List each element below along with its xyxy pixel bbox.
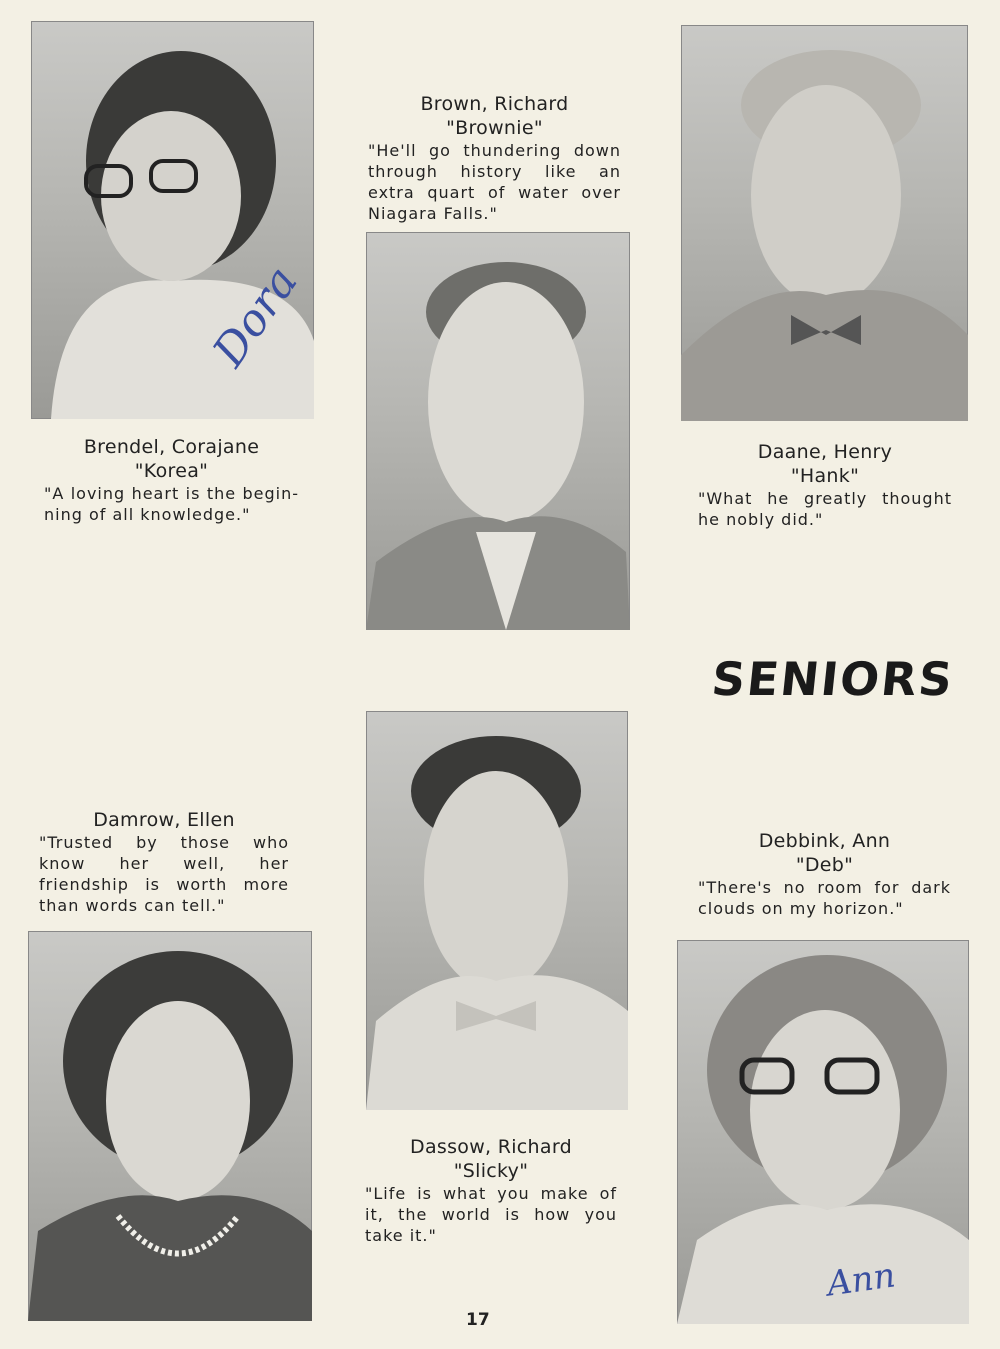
senior-nickname: "Deb": [795, 854, 854, 876]
senior-name: Brendel, Corajane: [83, 436, 260, 458]
portrait-dassow: [366, 711, 628, 1110]
senior-quote: "There's no room for dark clouds on my horizon.": [698, 878, 951, 918]
senior-nickname: "Hank": [790, 465, 860, 487]
signature-ann: Ann: [824, 1255, 898, 1305]
senior-nickname: "Brownie": [446, 117, 543, 139]
portrait-brown: [366, 232, 630, 630]
caption-damrow: [39, 808, 289, 916]
page-number: 17: [466, 1310, 490, 1330]
page-title: SENIORS: [709, 652, 957, 706]
senior-quote: "Trusted by those who know her well, her friendship is worth more than words can tell.": [39, 833, 289, 915]
senior-quote: "He'll go thundering down through history like an extra quart of water over Niagara Falls.": [368, 141, 621, 223]
senior-quote: "A loving heart is the begin-ning of all knowledge.": [44, 484, 299, 524]
portrait-debbink: [677, 940, 969, 1324]
senior-name: Brown, Richard: [420, 93, 569, 115]
caption-daane: [698, 440, 952, 530]
signature-dora: Dora: [203, 257, 308, 376]
portrait-damrow: [28, 931, 312, 1321]
portrait-brendel: [31, 21, 314, 419]
senior-quote: "What he greatly thought he nobly did.": [698, 489, 952, 529]
portrait-daane: [681, 25, 968, 421]
senior-name: Dassow, Richard: [410, 1136, 572, 1158]
senior-name: Daane, Henry: [757, 441, 893, 463]
caption-brendel: [44, 435, 299, 525]
senior-nickname: "Korea": [134, 460, 209, 482]
senior-quote: "Life is what you make of it, the world is how you take it.": [365, 1184, 617, 1245]
senior-name: Debbink, Ann: [758, 830, 891, 852]
caption-debbink: [698, 829, 951, 919]
caption-brown: [368, 92, 621, 224]
senior-nickname: "Slicky": [453, 1160, 529, 1182]
senior-name: Damrow, Ellen: [93, 809, 235, 831]
caption-dassow: [365, 1135, 617, 1246]
